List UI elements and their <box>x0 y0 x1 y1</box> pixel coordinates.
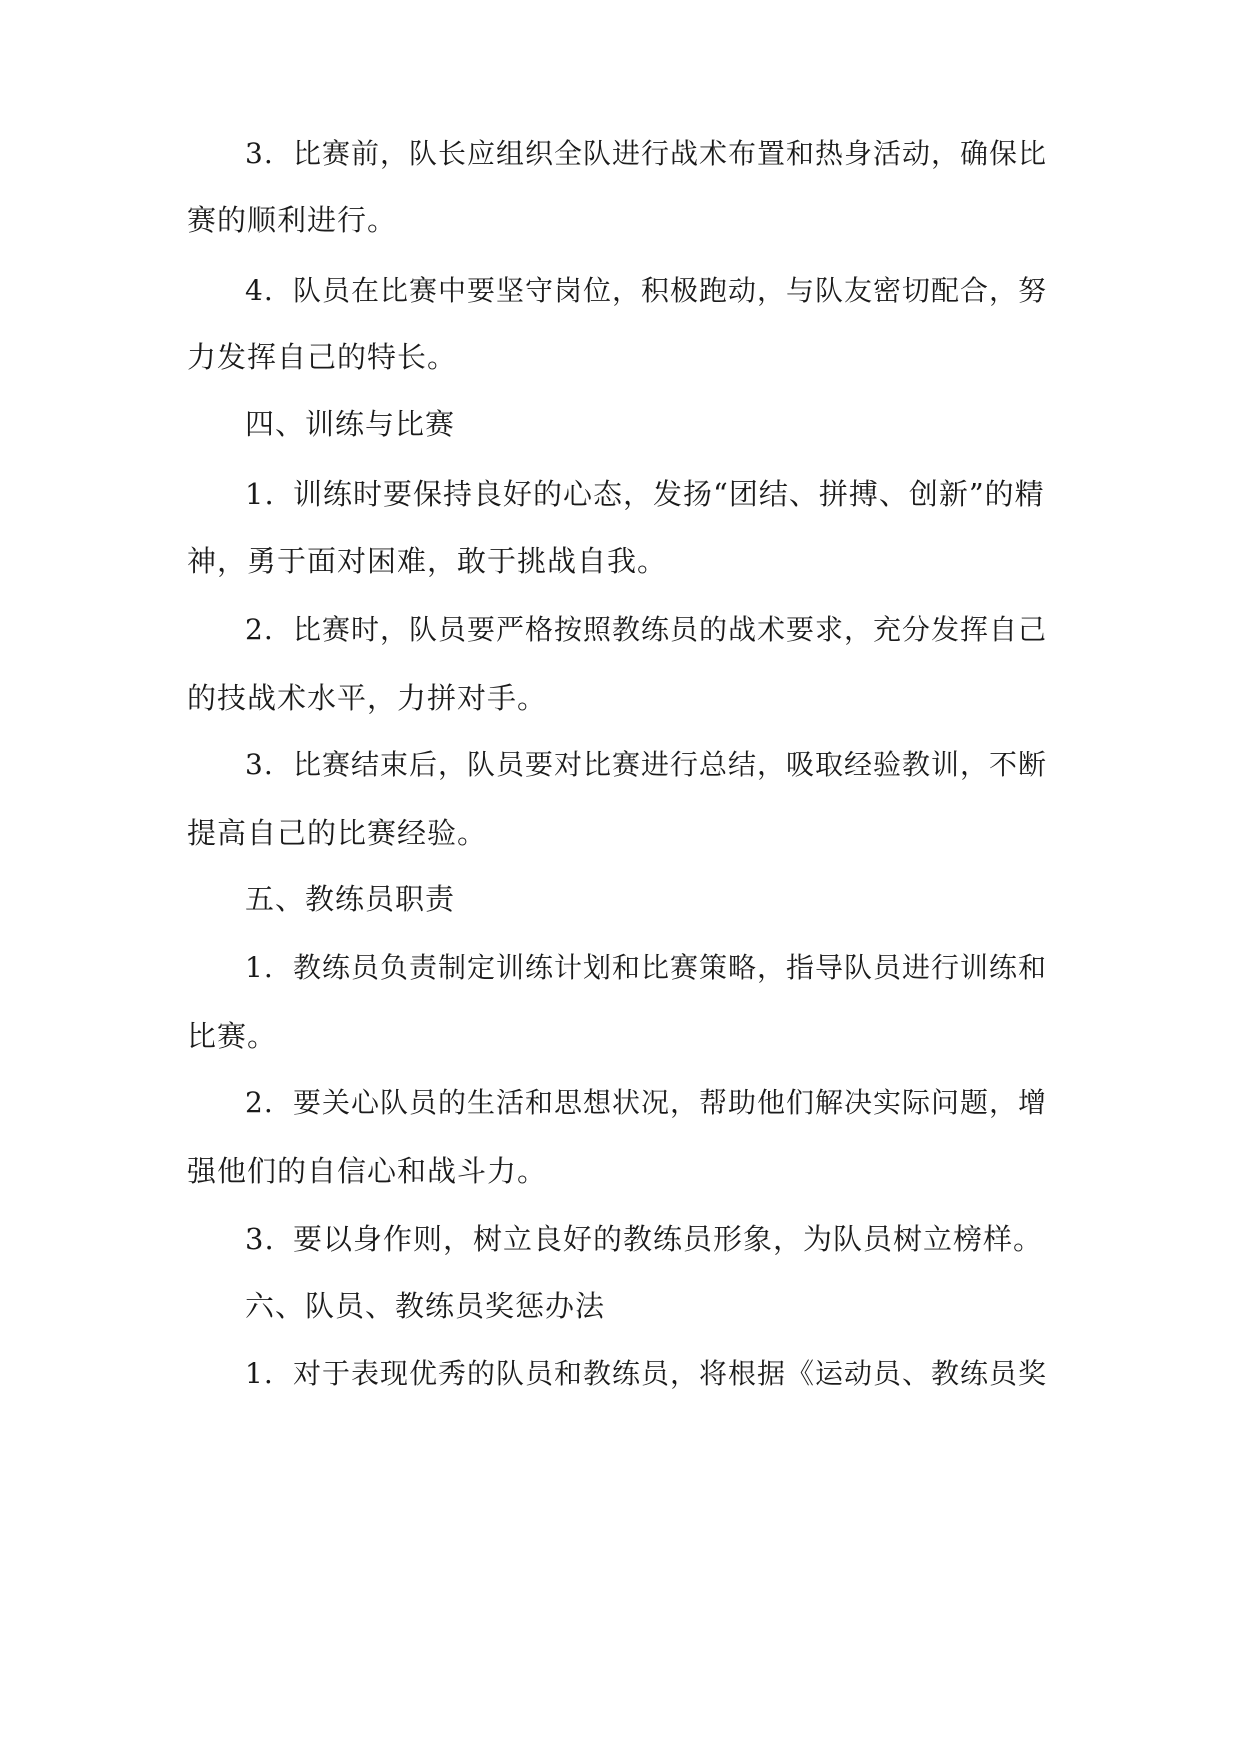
paragraph-text: 比赛。 <box>187 1019 278 1053</box>
item-number: 1. <box>245 1357 274 1390</box>
item-number: 2. <box>245 1086 274 1119</box>
paragraph-line <box>245 271 1053 311</box>
paragraph-text: 提高自己的比赛经验。 <box>187 816 488 850</box>
section-heading: 四、训练与比赛 <box>245 407 456 441</box>
paragraph-text: 训练时要保持良好的心态，发扬“团结、拼搏、创新”的精 <box>293 477 1045 511</box>
paragraph-line <box>187 337 1053 377</box>
paragraph-text: 强他们的自信心和战斗力。 <box>187 1154 548 1188</box>
paragraph-line <box>245 474 1053 514</box>
paragraph-line <box>187 200 1053 240</box>
paragraph-text: 队员在比赛中要坚守岗位，积极跑动，与队友密切配合，努 <box>293 274 1048 307</box>
item-number: 1. <box>245 477 275 511</box>
paragraph-text: 要以身作则，树立良好的教练员形象，为队员树立榜样。 <box>293 1222 1044 1256</box>
item-number: 3. <box>245 137 274 170</box>
paragraph-line <box>245 948 1053 988</box>
paragraph-text: 对于表现优秀的队员和教练员，将根据《运动员、教练员奖 <box>293 1357 1048 1390</box>
paragraph-line <box>187 813 1053 853</box>
paragraph-line <box>245 1354 1053 1394</box>
paragraph-line <box>187 1016 1053 1056</box>
item-number: 4. <box>245 274 274 307</box>
item-number: 3. <box>245 748 274 781</box>
paragraph-text: 比赛前，队长应组织全队进行战术布置和热身活动，确保比 <box>293 137 1048 170</box>
paragraph-text: 神，勇于面对困难，敢于挑战自我。 <box>187 544 668 578</box>
paragraph-text: 的技战术水平，力拼对手。 <box>187 681 548 715</box>
paragraph-line <box>245 134 1053 174</box>
paragraph-line <box>187 1151 1053 1191</box>
paragraph-line <box>187 678 1053 718</box>
section-heading: 五、教练员职责 <box>245 882 456 916</box>
paragraph-line <box>187 541 1053 581</box>
paragraph-text: 力发挥自己的特长。 <box>187 340 458 374</box>
item-number: 3. <box>245 1222 275 1256</box>
paragraph-line <box>245 610 1053 650</box>
paragraph-text: 要关心队员的生活和思想状况，帮助他们解决实际问题，增 <box>293 1086 1048 1119</box>
item-number: 2. <box>245 613 274 646</box>
paragraph-text: 比赛时，队员要严格按照教练员的战术要求，充分发挥自己 <box>293 613 1048 646</box>
paragraph-line <box>245 1083 1053 1123</box>
paragraph-text: 赛的顺利进行。 <box>187 203 398 237</box>
paragraph-line <box>245 745 1053 785</box>
item-number: 1. <box>245 951 274 984</box>
paragraph-line <box>245 1219 1053 1259</box>
paragraph-text: 教练员负责制定训练计划和比赛策略，指导队员进行训练和 <box>293 951 1048 984</box>
paragraph-text: 比赛结束后，队员要对比赛进行总结，吸取经验教训，不断 <box>293 748 1048 781</box>
section-heading: 六、队员、教练员奖惩办法 <box>245 1289 606 1323</box>
